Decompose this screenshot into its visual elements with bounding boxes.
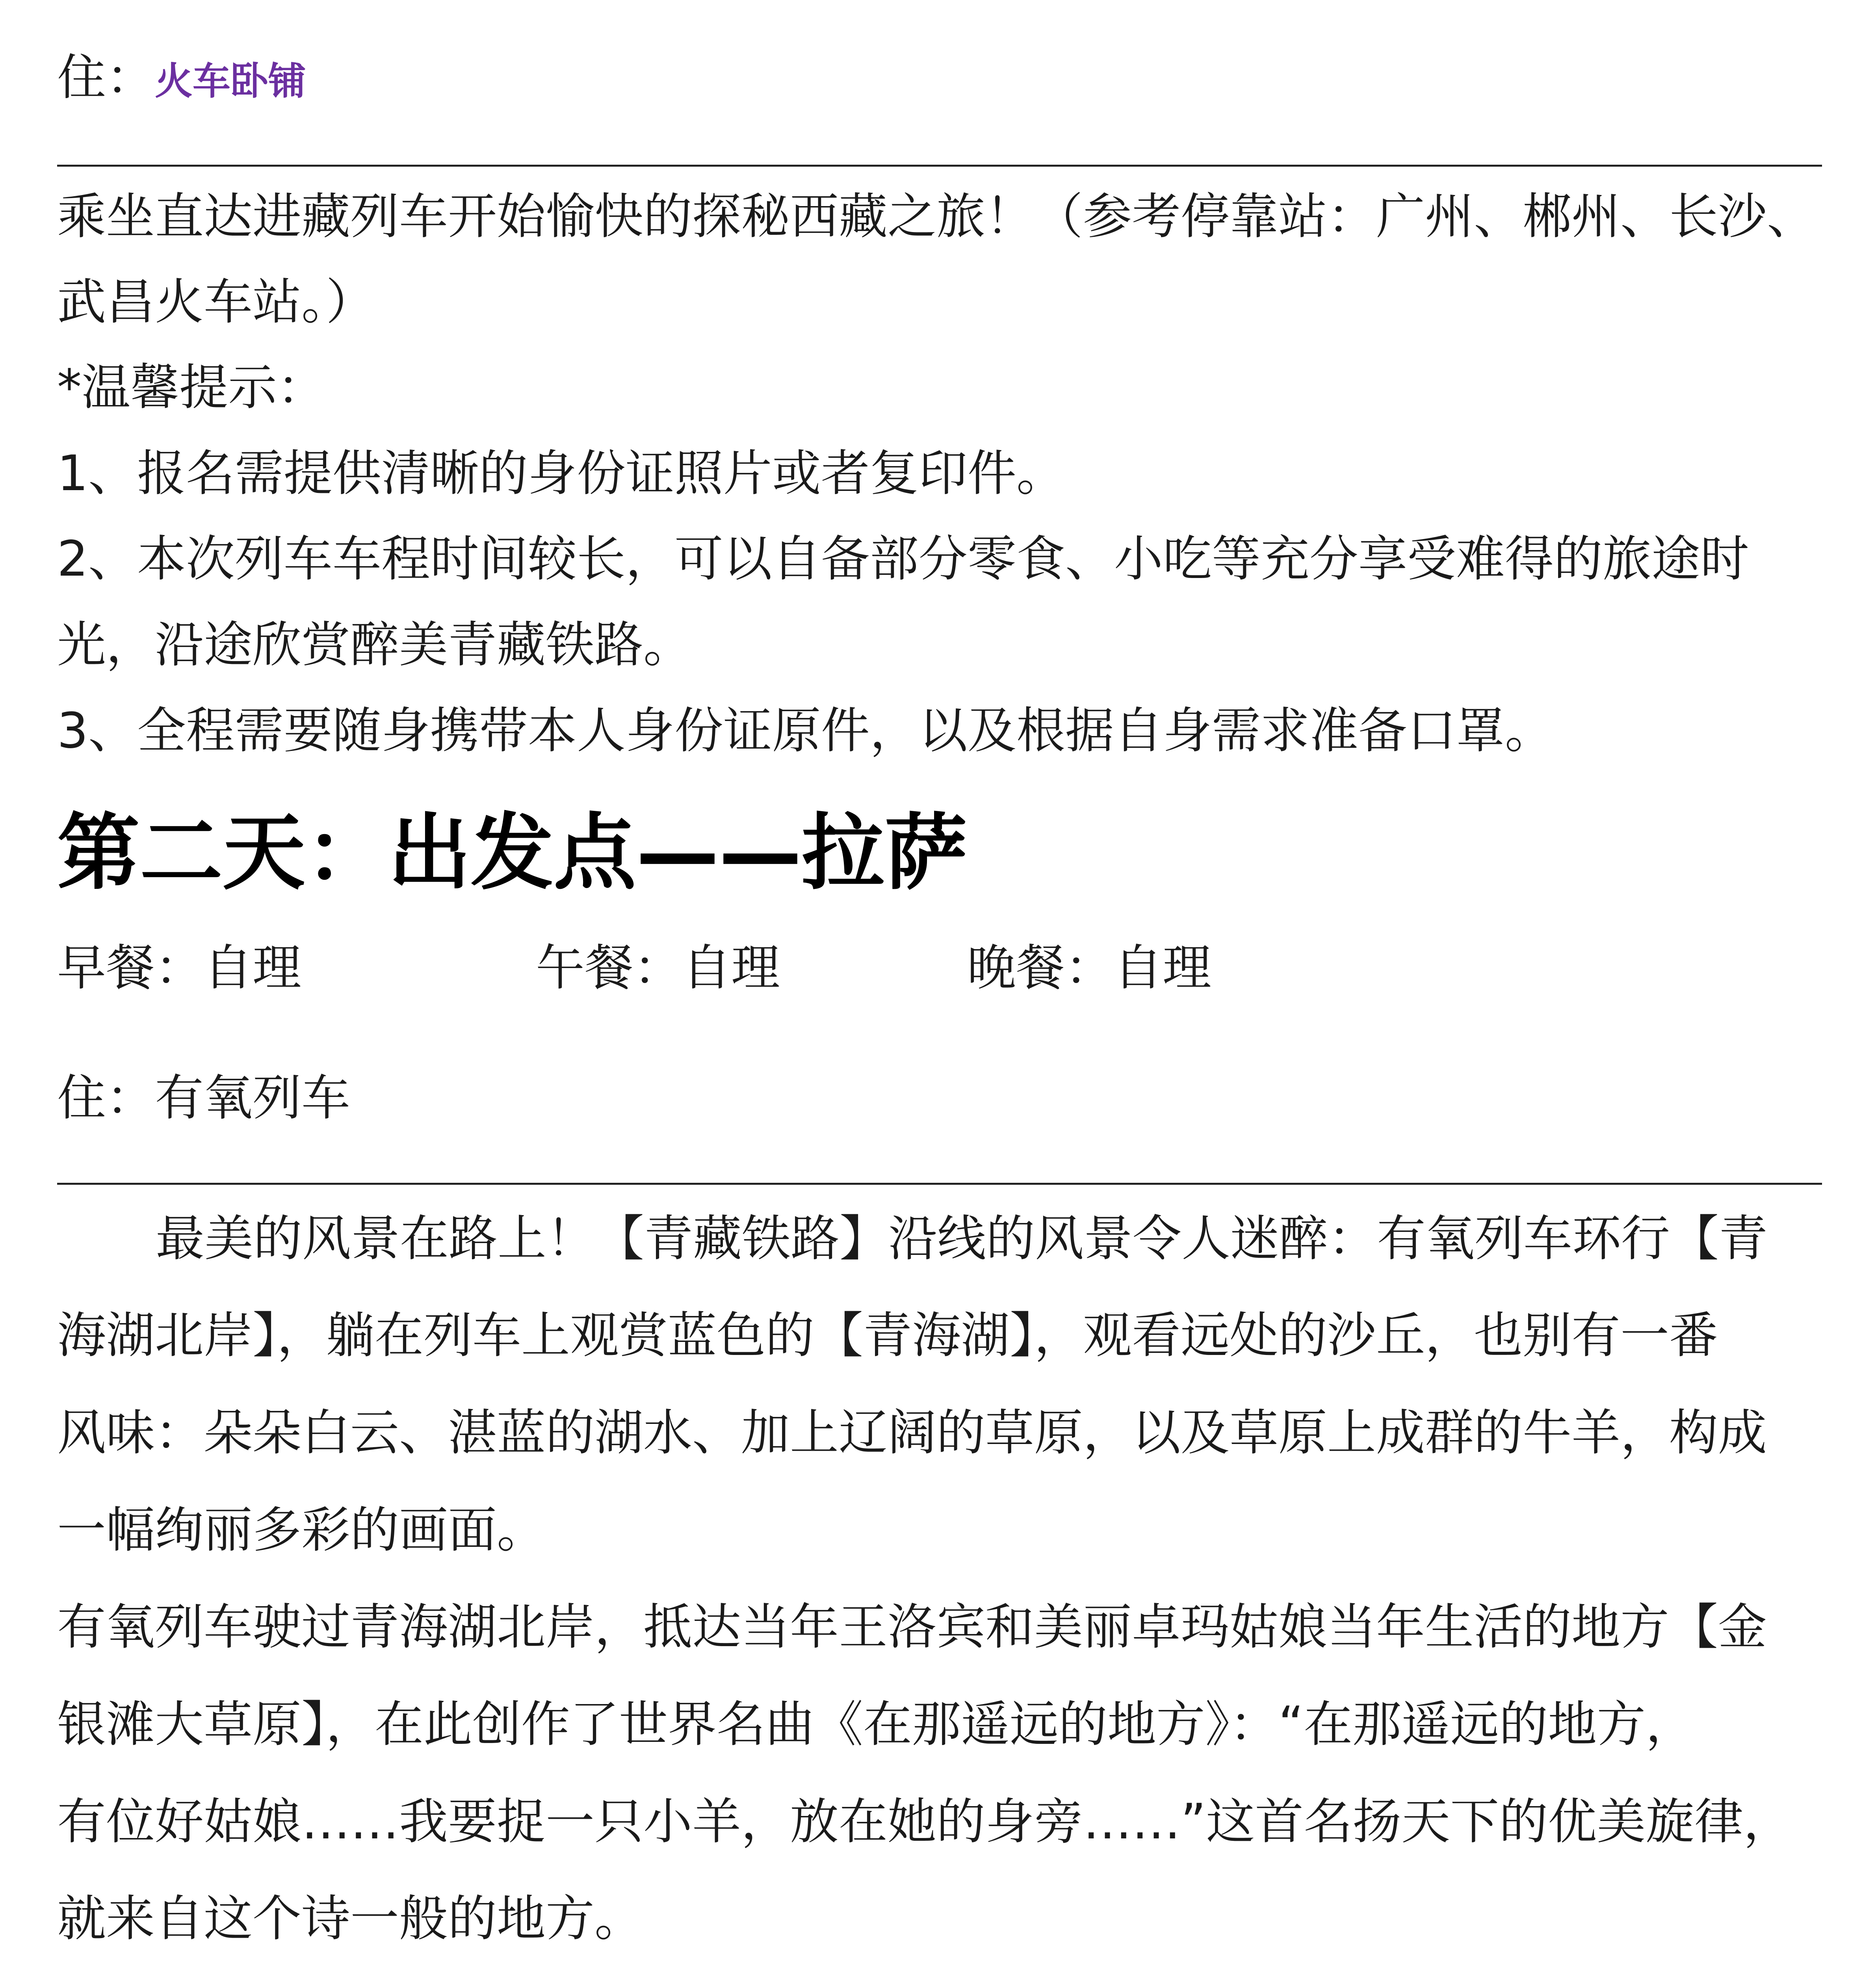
day1-text-line: 乘坐直达进藏列车开始愉快的探秘西藏之旅！（参考停靠站：广州、郴州、长沙、 [57,188,1816,245]
day1-tip-label: *温馨提示： [57,359,326,416]
day2-text-line: 就来自这个诗一般的地方。 [57,1890,644,1947]
day2-stay: 住：有氧列车 [57,1070,351,1126]
day1-tip-item: 2、本次列车车程时间较长，可以自备部分零食、小吃等充分享受难得的旅途时 [57,531,1749,587]
divider-day1 [57,165,1822,167]
day1-tip-item: 1、报名需提供清晰的身份证照片或者复印件。 [57,445,1065,502]
day1-tip-item: 3、全程需要随身携带本人身份证原件，以及根据自身需求准备口罩。 [57,703,1554,759]
day2-title: 第二天：出发点——拉萨 [57,805,968,901]
day1-stay-value: 火车卧铺 [155,59,306,103]
day2-text-line: 风味：朵朵白云、湛蓝的湖水、加上辽阔的草原，以及草原上成群的牛羊，构成 [57,1405,1767,1461]
day1-text-line: 武昌火车站。） [57,274,375,331]
day2-text-line: 有氧列车驶过青海湖北岸，抵达当年王洛宾和美丽卓玛姑娘当年生活的地方【金 [57,1599,1767,1656]
day2-text-line: 最美的风景在路上！【青藏铁路】沿线的风景令人迷醉：有氧列车环行【青 [156,1210,1768,1267]
day2-text-line: 一幅绚丽多彩的画面。 [57,1502,546,1559]
day1-stay-row [57,49,306,106]
day2-text-line: 银滩大草原】，在此创作了世界名曲《在那遥远的地方》：“在那遥远的地方， [57,1696,1695,1753]
day2-text-line: 海湖北岸】，躺在列车上观赏蓝色的【青海湖】，观看远处的沙丘，也别有一番 [57,1307,1718,1364]
divider-day2 [57,1183,1822,1185]
day1-tip-item-cont: 光，沿途欣赏醉美青藏铁路。 [57,617,693,673]
day1-stay-label: 住： [57,49,155,106]
day2-dinner: 晚餐：自理 [967,940,1212,996]
day2-text-line: 有位好姑娘……我要捉一只小羊，放在她的身旁……”这首名扬天下的优美旋律， [57,1793,1792,1850]
day2-breakfast: 早餐：自理 [57,940,302,996]
day2-lunch: 午餐：自理 [536,940,780,996]
